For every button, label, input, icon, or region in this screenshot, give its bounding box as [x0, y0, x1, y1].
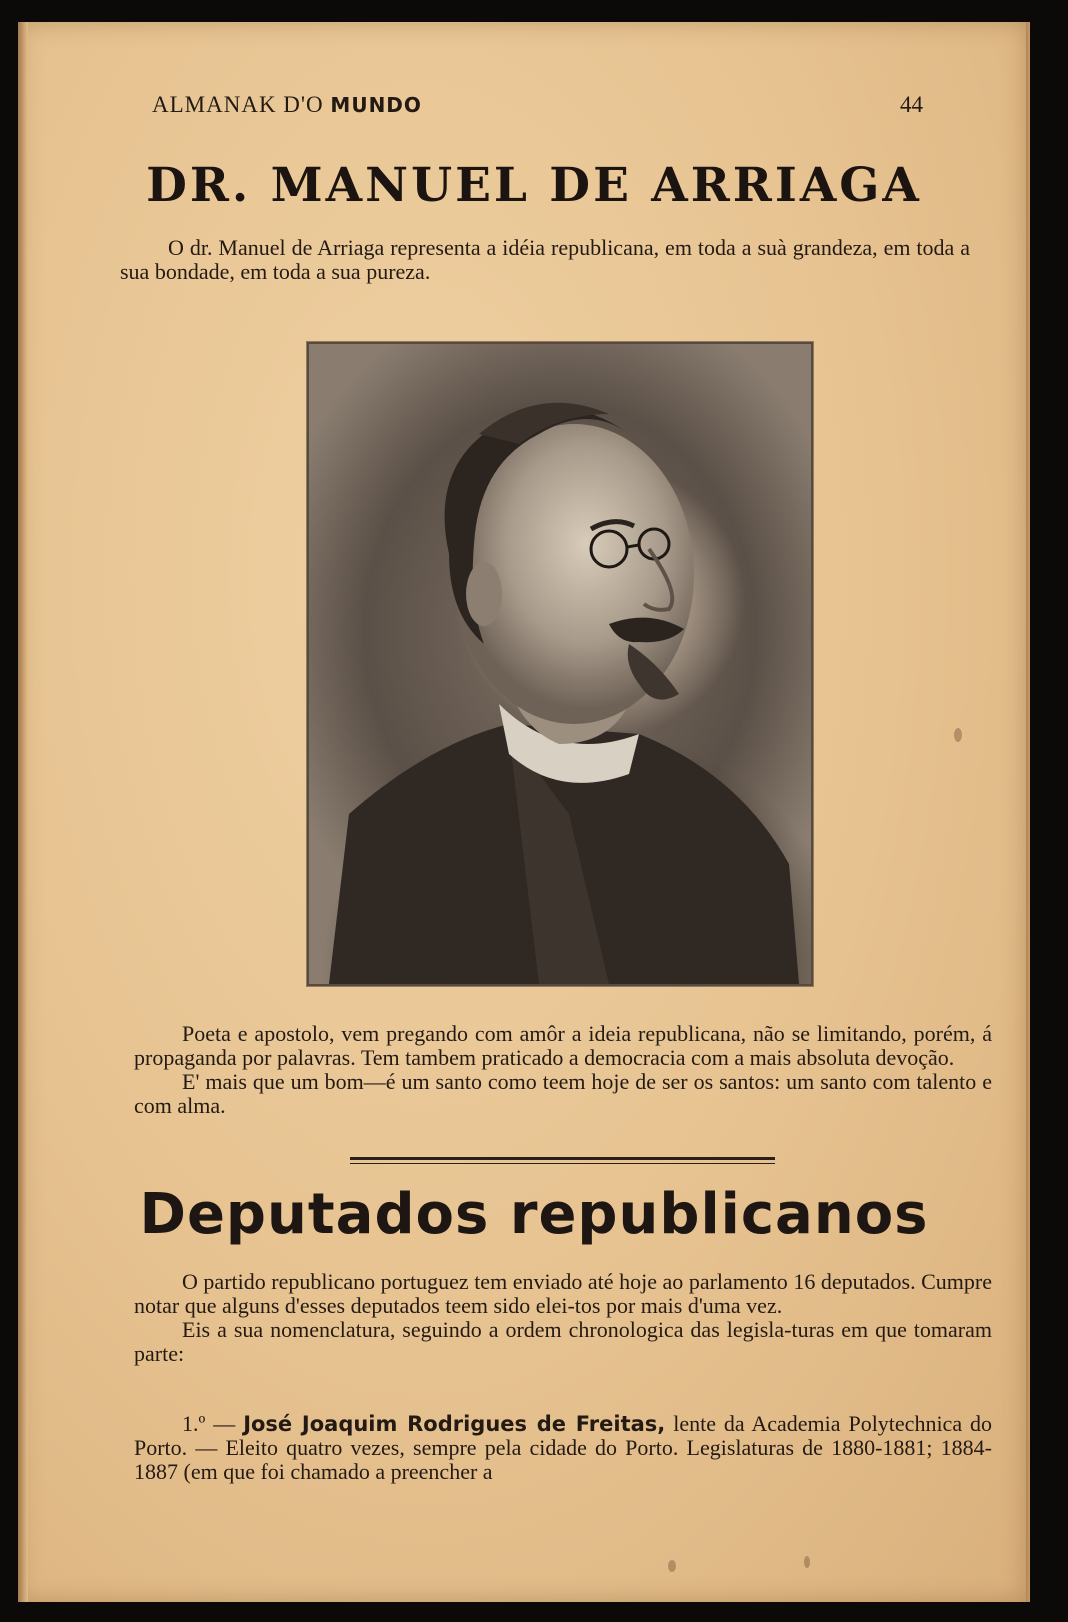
deputados-paragraph-1: O partido republicano portuguez tem enviado até hoje ao parlamento 16 deputados. Cumpre notar que alguns d'esses deputados teem sido elei-tos por mais d'uma vez.: [134, 1269, 992, 1318]
poeta-section: [134, 1022, 992, 1118]
header-almanak: ALMANAK D'O: [152, 92, 324, 117]
running-header: [152, 92, 422, 118]
article-title-arriaga: DR. MANUEL DE ARRIAGA: [146, 158, 922, 213]
ink-stain: [804, 1556, 810, 1568]
section-divider-thin: [350, 1163, 775, 1164]
ink-stain: [954, 728, 962, 742]
deputados-paragraph-2: Eis a sua nomenclatura, seguindo a ordem chronologica das legisla-turas em que tomaram parte:: [134, 1317, 992, 1366]
deputy-list-item-1: [134, 1412, 992, 1484]
deputy-name: José Joaquim Rodrigues de Freitas,: [243, 1412, 666, 1436]
header-mundo: MUNDO: [330, 93, 422, 117]
deputy-description: lente da Academia Polytechnica do Porto. — Eleito quatro vezes, sempre pela cidade do Porto. Legislaturas de 1880-1881; 1884-1887 (em que foi chamado a preencher a: [134, 1411, 993, 1484]
section-divider-thick: [350, 1157, 775, 1160]
poeta-paragraph: Poeta e apostolo, vem pregando com amôr a ideia republicana, não se limitando, porém, á propaganda por palavras. Tem tambem praticado a democracia com a mais absoluta devoção.: [134, 1021, 992, 1070]
deputy-number: 1.º —: [182, 1411, 236, 1436]
portrait-photo: [307, 342, 813, 986]
page-left-edge: [18, 22, 28, 1602]
article-title-deputados: Deputados republicanos: [139, 1182, 929, 1247]
page-number: 44: [900, 92, 923, 117]
portrait-illustration: [309, 344, 811, 984]
ink-stain: [668, 1560, 676, 1572]
santo-paragraph: E' mais que um bom—é um santo como teem hoje de ser os santos: um santo com talento e com alma.: [134, 1069, 992, 1118]
intro-paragraph: O dr. Manuel de Arriaga representa a idéia republicana, em toda a suà grandeza, em toda a sua bondade, em toda a sua pureza.: [120, 235, 970, 284]
deputados-section: [134, 1270, 992, 1366]
